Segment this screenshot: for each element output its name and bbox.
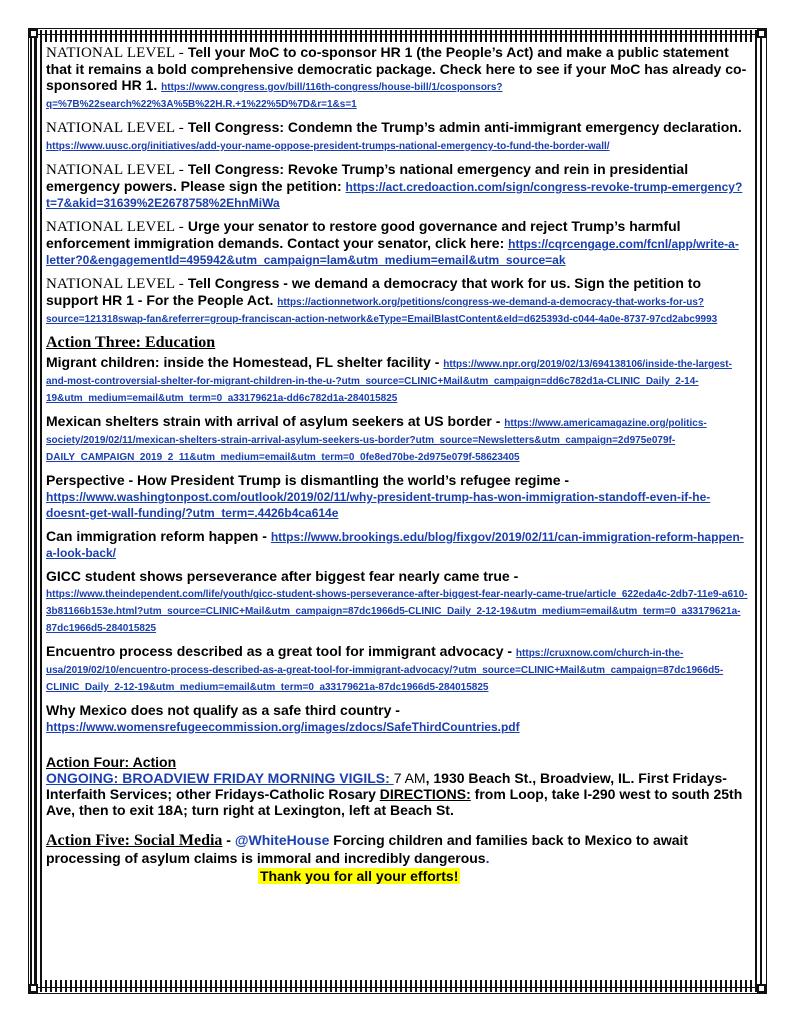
education-title: GICC student shows perseverance after biggest fear nearly came true - [46, 568, 519, 584]
action-five-sep: - [222, 832, 235, 848]
action-four-body [46, 770, 748, 818]
action-five-text: Forcing children and families back to Mexico to await processing of asylum claims is immoral and incredibly dangerous [46, 832, 689, 866]
education-item-6 [46, 643, 748, 694]
thanks-line [46, 868, 748, 884]
national-item-4 [46, 218, 748, 267]
education-link[interactable]: https://www.womensrefugeecommission.org/images/zdocs/SafeThirdCountries.pdf [46, 720, 520, 734]
action-five-body [46, 832, 748, 866]
border-corner [29, 29, 38, 38]
education-item-2 [46, 413, 748, 464]
national-item-text: Tell Congress: Revoke Trump’s national emergency and rein in presidential emergency powers. Please sign the petition: [46, 161, 689, 194]
education-title: Migrant children: inside the Homestead, FL shelter facility - [46, 354, 444, 370]
education-link[interactable]: https://www.npr.org/2019/02/13/694138106/inside-the-largest-and-most-controversial-shelter-for-migrant-children-in-the-u-?utm_source=CLINIC+Mail&utm_campaign=dd6c782d1a-CLINIC_Daily_2-14-19&utm_medium=email&utm_term=0_a33179621a-dd6c782d1a-284015825 [46, 359, 732, 404]
border-corner [29, 984, 38, 993]
national-level-label: NATIONAL LEVEL - [46, 120, 188, 136]
thanks-message: Thank you for all your efforts! [260, 868, 459, 884]
national-item-1 [46, 44, 748, 111]
education-item-4 [46, 528, 748, 560]
whitehouse-handle[interactable]: @WhiteHouse [234, 832, 330, 848]
education-title: Encuentro process described as a great tool for immigrant advocacy - [46, 643, 516, 659]
national-item-5 [46, 275, 748, 326]
national-item-text: Urge your senator to restore good governance and reject Trump’s harmful enforcement immigration demands. Contact your senator, click here: [46, 218, 681, 251]
education-link[interactable]: https://www.theindependent.com/life/youth/gicc-student-shows-perseverance-after-biggest-fear-nearly-came-true/article_622eda4c-2db7-11e9-a610-3b81166b153e.html?utm_source=CLINIC+Mail&utm_campaign=87dc1966d5-CLINIC_Daily_2-12-19&utm_medium=email&utm_term=0_a33179621a-87dc1966d5-284015825 [46, 589, 748, 634]
vigils-details: , 1930 Beach St., Broadview, IL. First Fridays-Interfaith Services; other Fridays-Catholic Rosary [46, 770, 727, 802]
border-corner [757, 29, 766, 38]
national-level-label: NATIONAL LEVEL - [46, 162, 188, 178]
national-item-text: Tell your MoC to co-sponsor HR 1 (the People’s Act) and make a public statement that it remains a bold comprehensive democratic package. Check here to see if your MoC has already co-sponsored HR 1. [46, 44, 747, 93]
fcnl-letter-link[interactable]: https://cqrcengage.com/fcnl/app/write-a-letter?0&engagementId=495942&utm_campaign=lam&utm_medium=email&utm_source=ak [46, 237, 739, 267]
directions-text: from Loop, take I-290 west to south 25th Ave, then to exit 18A; turn right at Lexington, left at Beach St. [46, 786, 743, 818]
credo-petition-link[interactable]: https://act.credoaction.com/sign/congress-revoke-trump-emergency?t=7&akid=31639%2E2678758%2EhnMiWa [46, 180, 743, 210]
congress-cosponsors-link[interactable]: https://www.congress.gov/bill/116th-congress/house-bill/1/cosponsors?q=%7B%22search%22%3A%5B%22H.R.+1%22%5D%7D&r=1&s=1 [46, 82, 503, 110]
action-four-heading: Action Four: Action [46, 754, 177, 770]
education-item-5 [46, 568, 748, 635]
action-three-heading: Action Three: Education [46, 334, 216, 351]
education-title: Perspective - How President Trump is dismantling the world’s refugee regime - [46, 472, 570, 488]
education-title: Why Mexico does not qualify as a safe third country - [46, 702, 400, 718]
education-link[interactable]: https://www.americamagazine.org/politics-society/2019/02/11/mexican-shelters-strain-arrival-asylum-seekers-us-border?utm_source=Newsletters&utm_campaign=2d975e079f-DAILY_CAMPAIGN_2019_2_11&utm_medium=email&utm_term=0_0fe8ed70be-2d975e079f-58623405 [46, 418, 707, 463]
national-item-text: Tell Congress: Condemn the Trump’s admin anti-immigrant emergency declaration. [187, 119, 742, 135]
actionnetwork-petition-link[interactable]: https://actionnetwork.org/petitions/congress-we-demand-a-democracy-that-works-for-us?source=121318swap-fan&referrer=group-franciscan-action-network&eType=EmailBlastContent&eId=d625393d-c044-4a0e-8737-97cd2abc9993 [46, 297, 718, 325]
national-level-label: NATIONAL LEVEL - [46, 219, 188, 235]
action-five-heading: Action Five: Social Media [46, 832, 223, 849]
national-level-label: NATIONAL LEVEL - [46, 45, 188, 61]
education-item-3 [46, 472, 748, 520]
education-link[interactable]: https://www.washingtonpost.com/outlook/2019/02/11/why-president-trump-has-won-immigration-standoff-even-if-he-doesnt-get-wall-funding/?utm_term=.4426b4ca614e [46, 490, 711, 520]
education-item-7 [46, 702, 748, 734]
border-corner [757, 984, 766, 993]
education-title: Can immigration reform happen - [46, 528, 271, 544]
education-title: Mexican shelters strain with arrival of asylum seekers at US border - [46, 413, 505, 429]
action-five-period: . [485, 850, 490, 866]
directions-label: DIRECTIONS: [379, 786, 471, 802]
newsletter-content [46, 44, 748, 884]
national-item-2 [46, 119, 748, 153]
national-item-3 [46, 161, 748, 210]
education-link[interactable]: https://cruxnow.com/church-in-the-usa/2019/02/10/encuentro-process-described-as-a-great-tool-for-immigrant-advocacy/?utm_source=CLINIC+Mail&utm_campaign=87dc1966d5-CLINIC_Daily_2-12-19&utm_medium=email&utm_term=0_a33179621a-87dc1966d5-284015825 [46, 648, 724, 693]
education-item-1 [46, 354, 748, 405]
national-level-label: NATIONAL LEVEL - [46, 276, 188, 292]
education-link[interactable]: https://www.brookings.edu/blog/fixgov/2019/02/11/can-immigration-reform-happen-a-look-back/ [46, 530, 744, 560]
national-item-text: Tell Congress - we demand a democracy that work for us. Sign the petition to support HR 1 - For the People Act. [46, 275, 701, 308]
vigils-time: 7 AM [393, 770, 426, 786]
vigils-label: ONGOING: BROADVIEW FRIDAY MORNING VIGILS: [46, 770, 394, 786]
uusc-petition-link[interactable]: https://www.uusc.org/initiatives/add-your-name-oppose-president-trumps-national-emergency-to-fund-the-border-wall/ [46, 141, 610, 152]
